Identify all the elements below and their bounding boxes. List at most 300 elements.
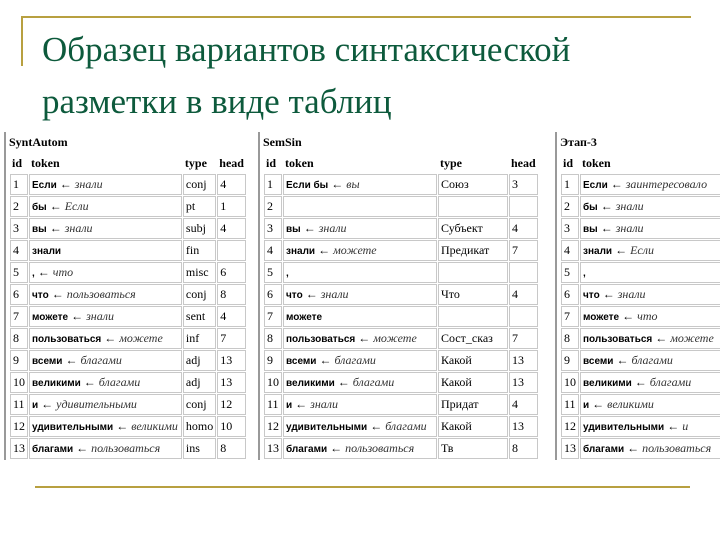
cell-type: inf [183, 328, 216, 349]
column-header-token: token [285, 155, 314, 170]
token-word: , [32, 268, 35, 279]
arrow-icon: ← [113, 419, 132, 433]
cell-head: 7 [509, 240, 538, 261]
cell-id: 2 [10, 196, 28, 217]
arrow-icon: ← [34, 265, 53, 279]
token-head-word: знали [310, 397, 339, 411]
table-row [10, 438, 246, 459]
cell-token [580, 328, 720, 349]
table-row [264, 240, 538, 261]
arrow-icon: ← [624, 441, 643, 455]
cell-id: 13 [561, 438, 579, 459]
cell-head: 4 [217, 306, 246, 327]
arrow-icon: ← [46, 221, 65, 235]
cell-head: 4 [217, 174, 246, 195]
token-head-word: знали [617, 287, 646, 301]
cell-type: adj [183, 372, 216, 393]
cell-id: 1 [10, 174, 28, 195]
token-head-word: Если [630, 243, 654, 257]
arrow-icon: ← [68, 309, 87, 323]
arrow-icon: ← [367, 419, 386, 433]
token-word: бы [32, 202, 47, 213]
cell-token [283, 218, 437, 239]
cell-token [580, 262, 720, 283]
cell-id: 7 [561, 306, 579, 327]
table-row [10, 174, 246, 195]
cell-type: misc [183, 262, 216, 283]
token-word: пользоваться [32, 334, 102, 345]
cell-type: Субъект [438, 218, 508, 239]
cell-token [29, 438, 182, 459]
token-head-word: знали [86, 309, 114, 323]
table-name: Этап-3 [560, 135, 597, 149]
cell-head: 4 [509, 218, 538, 239]
table-row [264, 372, 538, 393]
arrow-icon: ← [334, 375, 353, 389]
table-row [264, 284, 538, 305]
cell-type: conj [183, 284, 216, 305]
cell-head: 1 [217, 196, 246, 217]
table-row [561, 218, 720, 239]
cell-token [29, 218, 182, 239]
table-row [10, 218, 246, 239]
token-word: вы [32, 224, 47, 235]
cell-id: 6 [264, 284, 282, 305]
token-head-word: великими [131, 419, 178, 433]
cell-id: 12 [264, 416, 282, 437]
cell-id: 7 [10, 306, 28, 327]
cell-type: Сост_сказ [438, 328, 508, 349]
cell-head [509, 196, 538, 217]
token-head-word: благами [649, 375, 692, 389]
token-head-word: благами [631, 353, 673, 367]
arrow-icon: ← [38, 397, 57, 411]
table-row [561, 394, 720, 415]
cell-type: pt [183, 196, 216, 217]
cell-id: 1 [264, 174, 282, 195]
table-row [10, 240, 246, 261]
token-word: и [286, 400, 293, 411]
token-head-word: Если [64, 199, 89, 213]
cell-type: conj [183, 394, 216, 415]
arrow-icon: ← [652, 331, 671, 345]
arrow-icon: ← [597, 221, 616, 235]
token-word: удивительными [32, 422, 114, 433]
cell-id: 10 [10, 372, 28, 393]
cell-token [283, 284, 437, 305]
cell-id: 2 [561, 196, 579, 217]
cell-head: 7 [217, 328, 246, 349]
cell-type: Придат [438, 394, 508, 415]
table-row [561, 372, 720, 393]
token-head-word: знали [64, 221, 93, 235]
cell-id: 4 [561, 240, 579, 261]
arrow-icon: ← [613, 353, 632, 367]
token-head-word: пользоваться [91, 441, 161, 455]
token-word: и [583, 400, 590, 411]
arrow-icon: ← [62, 353, 81, 367]
token-head-word: удивительными [56, 397, 137, 411]
column-header-token: token [31, 155, 60, 170]
cell-token [580, 284, 720, 305]
cell-token [283, 262, 437, 283]
cell-head: 13 [217, 350, 246, 371]
cell-token [580, 306, 720, 327]
token-head-word: великими [607, 397, 654, 411]
cell-type: Какой [438, 416, 508, 437]
cell-type: Предикат [438, 240, 508, 261]
token-head-word: благами [98, 375, 141, 389]
token-head-word: благами [80, 353, 122, 367]
cell-token [29, 328, 182, 349]
cell-head: 13 [509, 350, 538, 371]
token-head-word: вы [346, 177, 360, 191]
arrow-icon: ← [292, 397, 311, 411]
cell-token [29, 394, 182, 415]
token-word: знали [286, 246, 316, 257]
token-head-word: что [52, 265, 74, 279]
cell-id: 12 [10, 416, 28, 437]
token-word: всеми [286, 356, 317, 367]
cell-id: 13 [10, 438, 28, 459]
token-head-word: знали [615, 221, 644, 235]
token-word: , [583, 268, 586, 279]
cell-token [580, 218, 720, 239]
table-row [264, 262, 538, 283]
table-row [561, 350, 720, 371]
cell-token [283, 306, 437, 327]
arrow-icon: ← [46, 199, 65, 213]
token-word: знали [32, 246, 62, 257]
arrow-icon: ← [300, 221, 319, 235]
cell-head: 4 [509, 394, 538, 415]
cell-head: 8 [217, 284, 246, 305]
cell-token [580, 438, 720, 459]
cell-token [283, 372, 437, 393]
cell-id: 6 [561, 284, 579, 305]
cell-token [580, 394, 720, 415]
table-row [10, 350, 246, 371]
table-row [10, 328, 246, 349]
token-word: благами [32, 444, 74, 455]
arrow-icon: ← [302, 287, 321, 301]
arrow-icon: ← [597, 199, 616, 213]
cell-head: 10 [217, 416, 246, 437]
table-row [264, 218, 538, 239]
token-word: удивительными [583, 422, 665, 433]
token-head-word: пользоваться [345, 441, 415, 455]
arrow-icon: ← [48, 287, 67, 301]
arrow-icon: ← [664, 419, 683, 433]
table-row [264, 438, 538, 459]
cell-head: 6 [217, 262, 246, 283]
cell-id: 8 [10, 328, 28, 349]
cell-head [509, 306, 538, 327]
cell-token [283, 416, 437, 437]
cell-id: 10 [561, 372, 579, 393]
column-header-head: head [219, 155, 244, 170]
cell-id: 4 [10, 240, 28, 261]
cell-type: ins [183, 438, 216, 459]
table-row [10, 372, 246, 393]
token-head-word: пользоваться [66, 287, 136, 301]
cell-head: 12 [217, 394, 246, 415]
token-word: и [32, 400, 39, 411]
data-table [9, 152, 247, 460]
table-row [264, 394, 538, 415]
left-rule [21, 16, 23, 66]
table-row [10, 416, 246, 437]
token-word: можете [286, 312, 323, 323]
cell-id: 5 [561, 262, 579, 283]
cell-token [580, 350, 720, 371]
cell-token [29, 372, 182, 393]
cell-type: sent [183, 306, 216, 327]
token-word: Если [32, 180, 57, 191]
token-head-word: можете [333, 243, 377, 257]
cell-type: Что [438, 284, 508, 305]
cell-head [217, 240, 246, 261]
column-header-type: type [184, 155, 207, 170]
table-row [264, 350, 538, 371]
arrow-icon: ← [612, 243, 631, 257]
table-row [264, 328, 538, 349]
cell-id: 9 [264, 350, 282, 371]
token-word: пользоваться [286, 334, 356, 345]
column-header-head: head [511, 155, 536, 170]
cell-id: 11 [264, 394, 282, 415]
header-row [10, 153, 246, 173]
cell-head: 8 [217, 438, 246, 459]
token-head-word: и [682, 419, 689, 433]
data-table [560, 152, 720, 460]
cell-head [509, 262, 538, 283]
table-row [561, 174, 720, 195]
cell-head: 13 [509, 372, 538, 393]
cell-token [29, 350, 182, 371]
cell-id: 1 [561, 174, 579, 195]
token-head-word: знали [74, 177, 103, 191]
token-head-word: что [637, 309, 658, 323]
cell-token [283, 328, 437, 349]
cell-head: 13 [509, 416, 538, 437]
cell-id: 7 [264, 306, 282, 327]
arrow-icon: ← [631, 375, 650, 389]
table-etap3 [555, 132, 720, 460]
top-rule [21, 16, 691, 18]
arrow-icon: ← [315, 243, 334, 257]
token-head-word: можете [670, 331, 714, 345]
cell-token [29, 240, 182, 261]
token-word: благами [583, 444, 625, 455]
arrow-icon: ← [619, 309, 638, 323]
cell-id: 3 [10, 218, 28, 239]
cell-type [438, 306, 508, 327]
cell-token [580, 372, 720, 393]
token-word: великими [583, 378, 632, 389]
cell-type: fin [183, 240, 216, 261]
table-row [10, 284, 246, 305]
table-semsin [258, 132, 547, 460]
arrow-icon: ← [328, 177, 347, 191]
token-word: Если бы [286, 180, 329, 191]
column-header-id: id [266, 155, 277, 170]
cell-type: homo [183, 416, 216, 437]
token-head-word: можете [373, 331, 417, 345]
cell-type: adj [183, 350, 216, 371]
token-word: пользоваться [583, 334, 653, 345]
token-word: всеми [32, 356, 63, 367]
cell-id: 9 [10, 350, 28, 371]
token-head-word: благами [352, 375, 395, 389]
table-row [10, 394, 246, 415]
token-word: всеми [583, 356, 614, 367]
cell-head: 8 [509, 438, 538, 459]
table-row [561, 306, 720, 327]
token-word: великими [286, 378, 335, 389]
token-word: , [286, 268, 289, 279]
token-word: можете [583, 312, 620, 323]
table-name: SyntAutom [9, 135, 68, 149]
table-syntautom [4, 132, 247, 460]
table-name: SemSin [263, 135, 302, 149]
arrow-icon: ← [599, 287, 618, 301]
arrow-icon: ← [327, 441, 346, 455]
arrow-icon: ← [607, 177, 626, 191]
cell-head: 13 [217, 372, 246, 393]
cell-token [283, 196, 437, 217]
cell-type: conj [183, 174, 216, 195]
cell-head: 7 [509, 328, 538, 349]
cell-token [580, 240, 720, 261]
column-header-type: type [440, 155, 462, 170]
cell-type [438, 262, 508, 283]
table-row [561, 438, 720, 459]
table-row [264, 416, 538, 437]
cell-id: 11 [561, 394, 579, 415]
arrow-icon: ← [589, 397, 608, 411]
data-table [263, 152, 539, 460]
token-head-word: благами [385, 419, 427, 433]
table-row [561, 328, 720, 349]
cell-type: Тв [438, 438, 508, 459]
token-word: вы [583, 224, 598, 235]
cell-token [29, 284, 182, 305]
table-row [264, 174, 538, 195]
cell-token [29, 416, 182, 437]
table-row [561, 416, 720, 437]
token-head-word: знали [320, 287, 349, 301]
cell-id: 11 [10, 394, 28, 415]
token-word: что [286, 290, 303, 301]
token-word: бы [583, 202, 598, 213]
token-word: вы [286, 224, 301, 235]
cell-head: 4 [509, 284, 538, 305]
token-word: благами [286, 444, 328, 455]
cell-id: 4 [264, 240, 282, 261]
cell-id: 12 [561, 416, 579, 437]
cell-head: 4 [217, 218, 246, 239]
table-row [10, 306, 246, 327]
cell-id: 5 [10, 262, 28, 283]
token-word: великими [32, 378, 81, 389]
table-row [561, 196, 720, 217]
arrow-icon: ← [101, 331, 120, 345]
cell-id: 6 [10, 284, 28, 305]
cell-type: Союз [438, 174, 508, 195]
cell-id: 10 [264, 372, 282, 393]
cell-token [580, 416, 720, 437]
token-word: что [583, 290, 600, 301]
column-header-token: token [582, 155, 611, 170]
cell-token [283, 240, 437, 261]
cell-token [283, 174, 437, 195]
table-row [10, 196, 246, 217]
cell-id: 2 [264, 196, 282, 217]
token-word: что [32, 290, 49, 301]
table-row [561, 284, 720, 305]
cell-token [283, 394, 437, 415]
cell-token [283, 350, 437, 371]
cell-type [438, 196, 508, 217]
cell-token [29, 196, 182, 217]
cell-token [29, 262, 182, 283]
header-row [561, 153, 720, 173]
arrow-icon: ← [355, 331, 374, 345]
arrow-icon: ← [73, 441, 92, 455]
arrow-icon: ← [80, 375, 99, 389]
column-header-id: id [12, 155, 23, 170]
cell-id: 8 [561, 328, 579, 349]
token-head-word: можете [119, 331, 163, 345]
token-head-word: пользоваться [642, 441, 712, 455]
token-word: можете [32, 312, 69, 323]
arrow-icon: ← [316, 353, 335, 367]
token-word: удивительными [286, 422, 368, 433]
table-row [561, 240, 720, 261]
table-row [264, 196, 538, 217]
table-row [561, 262, 720, 283]
column-header-id: id [563, 155, 574, 170]
cell-type: Какой [438, 372, 508, 393]
header-row [264, 153, 538, 173]
table-row [10, 262, 246, 283]
token-word: знали [583, 246, 613, 257]
cell-id: 13 [264, 438, 282, 459]
cell-token [29, 174, 182, 195]
cell-token [283, 438, 437, 459]
token-head-word: благами [334, 353, 376, 367]
cell-token [580, 174, 720, 195]
bottom-rule [35, 486, 690, 488]
cell-id: 3 [264, 218, 282, 239]
cell-token [29, 306, 182, 327]
cell-id: 3 [561, 218, 579, 239]
cell-token [580, 196, 720, 217]
cell-type: subj [183, 218, 216, 239]
cell-type: Какой [438, 350, 508, 371]
cell-id: 9 [561, 350, 579, 371]
arrow-icon: ← [56, 177, 75, 191]
slide-title: Образец вариантов синтаксической разметки в виде таблиц [42, 30, 571, 121]
table-row [264, 306, 538, 327]
cell-id: 5 [264, 262, 282, 283]
token-head-word: заинтересовало [625, 177, 708, 191]
token-word: Если [583, 180, 608, 191]
token-head-word: знали [615, 199, 644, 213]
cell-id: 8 [264, 328, 282, 349]
token-head-word: знали [318, 221, 347, 235]
